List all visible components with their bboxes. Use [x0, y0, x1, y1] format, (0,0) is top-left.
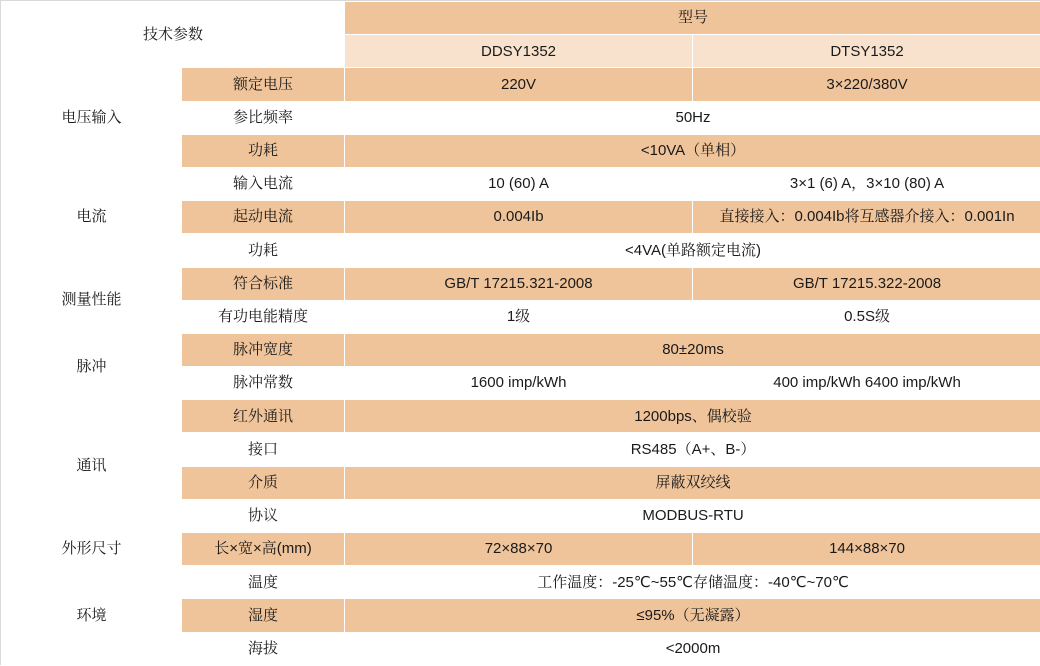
row-value-3-1-1: 400 imp/kWh 6400 imp/kWh — [693, 367, 1040, 400]
group-label-4: 通讯 — [2, 400, 182, 533]
row-label-2-0: 符合标准 — [182, 267, 345, 300]
row-value-4-2-0: 屏蔽双绞线 — [345, 466, 1040, 499]
row-value-2-0-0: GB/T 17215.321-2008 — [345, 267, 693, 300]
specification-table — [1, 1, 1040, 666]
header-model-label: 型号 — [345, 2, 1040, 35]
row-label-6-0: 温度 — [182, 566, 345, 599]
row-value-0-2-0: <10VA（单相） — [345, 134, 1040, 167]
header-parameter-label: 技术参数 — [2, 2, 345, 68]
row-value-4-1-0: RS485（A+、B-） — [345, 433, 1040, 466]
header-model-1: DDSY1352 — [345, 35, 693, 68]
row-value-5-0-0: 72×88×70 — [345, 533, 693, 566]
table-row — [2, 566, 1040, 599]
row-label-5-0: 长×宽×高(mm) — [182, 533, 345, 566]
row-label-0-2: 功耗 — [182, 134, 345, 167]
table-row — [2, 333, 1040, 366]
table-row — [2, 68, 1040, 101]
row-value-0-0-1: 3×220/380V — [693, 68, 1040, 101]
row-value-6-2-0: <2000m — [345, 632, 1040, 665]
row-label-4-1: 接口 — [182, 433, 345, 466]
row-value-2-1-1: 0.5S级 — [693, 300, 1040, 333]
row-value-2-0-1: GB/T 17215.322-2008 — [693, 267, 1040, 300]
group-label-3: 脉冲 — [2, 333, 182, 399]
row-label-4-3: 协议 — [182, 499, 345, 532]
row-label-1-1: 起动电流 — [182, 201, 345, 234]
row-label-4-0: 红外通讯 — [182, 400, 345, 433]
row-label-0-0: 额定电压 — [182, 68, 345, 101]
row-value-4-0-0: 1200bps、偶校验 — [345, 400, 1040, 433]
group-label-2: 测量性能 — [2, 267, 182, 333]
row-label-1-2: 功耗 — [182, 234, 345, 267]
row-value-6-1-0: ≤95%（无凝露） — [345, 599, 1040, 632]
row-value-5-0-1: 144×88×70 — [693, 533, 1040, 566]
row-label-1-0: 输入电流 — [182, 167, 345, 200]
row-label-4-2: 介质 — [182, 466, 345, 499]
row-value-1-1-1: 直接接入：0.004Ib将互感器介接入：0.001In — [693, 201, 1040, 234]
row-value-3-0-0: 80±20ms — [345, 333, 1040, 366]
row-label-6-1: 湿度 — [182, 599, 345, 632]
table-row — [2, 267, 1040, 300]
row-value-1-1-0: 0.004Ib — [345, 201, 693, 234]
group-label-0: 电压输入 — [2, 68, 182, 168]
group-label-6: 环境 — [2, 566, 182, 666]
header-model-2: DTSY1352 — [693, 35, 1040, 68]
row-label-6-2: 海拔 — [182, 632, 345, 665]
row-value-3-1-0: 1600 imp/kWh — [345, 367, 693, 400]
row-label-3-1: 脉冲常数 — [182, 367, 345, 400]
group-label-5: 外形尺寸 — [2, 533, 182, 566]
row-label-3-0: 脉冲宽度 — [182, 333, 345, 366]
row-value-1-0-1: 3×1 (6) A，3×10 (80) A — [693, 167, 1040, 200]
row-label-0-1: 参比频率 — [182, 101, 345, 134]
table-row — [2, 400, 1040, 433]
table-row — [2, 533, 1040, 566]
row-label-2-1: 有功电能精度 — [182, 300, 345, 333]
table-row — [2, 167, 1040, 200]
row-value-1-0-0: 10 (60) A — [345, 167, 693, 200]
group-label-1: 电流 — [2, 167, 182, 267]
row-value-1-2-0: <4VA(单路额定电流) — [345, 234, 1040, 267]
row-value-4-3-0: MODBUS-RTU — [345, 499, 1040, 532]
row-value-2-1-0: 1级 — [345, 300, 693, 333]
row-value-0-0-0: 220V — [345, 68, 693, 101]
row-value-6-0-0: 工作温度：-25℃~55℃存储温度：-40℃~70℃ — [345, 566, 1040, 599]
row-value-0-1-0: 50Hz — [345, 101, 1040, 134]
